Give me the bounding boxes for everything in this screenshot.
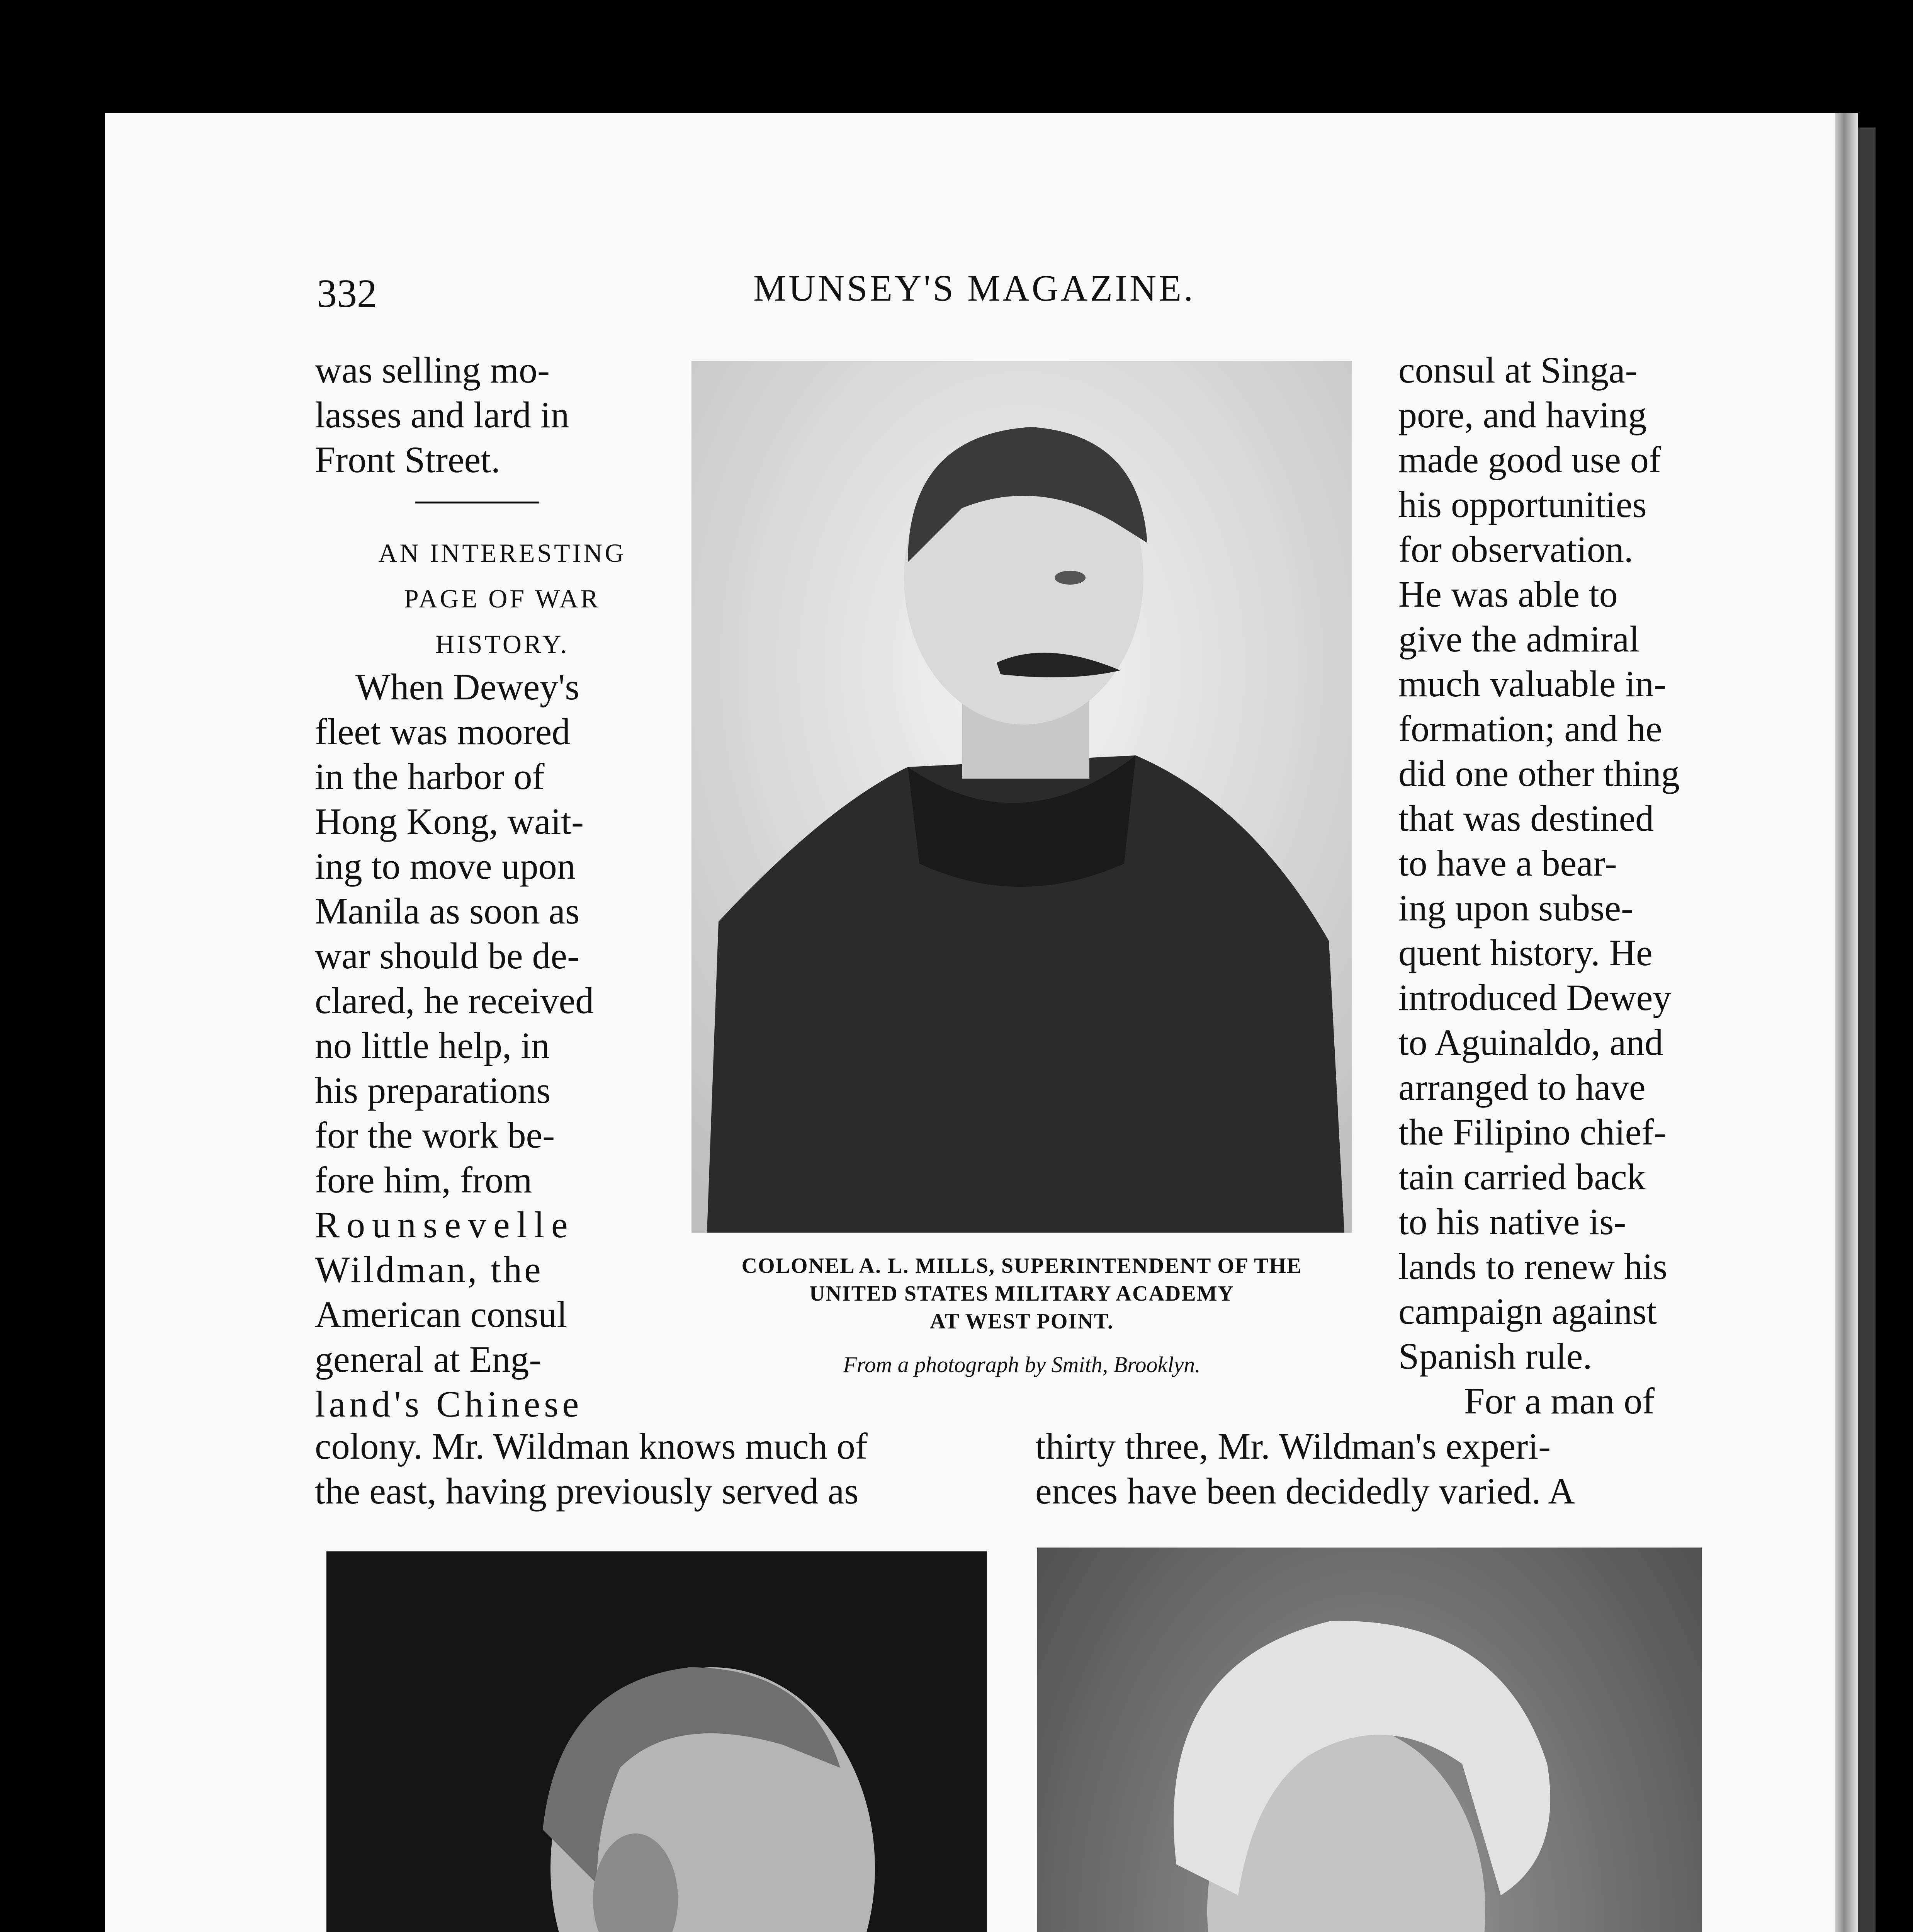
section-rule [415, 502, 539, 503]
subheading-line: AN INTERESTING [378, 538, 626, 568]
credit-mills: From a photograph by Smith, Brooklyn. [843, 1352, 1201, 1377]
text-line: fleet was moored [315, 711, 571, 752]
text-line: no little help, in [315, 1025, 550, 1066]
full-width-right [1035, 1424, 1713, 1514]
caption-line: AT WEST POINT. [930, 1310, 1114, 1333]
caption-mills [657, 1252, 1387, 1335]
photo-joseph-choate [326, 1551, 987, 1932]
text-line: Manila as soon as [315, 890, 580, 932]
left-column-body [315, 665, 635, 1427]
caption-line: UNITED STATES MILITARY ACADEMY [809, 1282, 1234, 1306]
text-line: thirty three, Mr. Wildman's experi- [1035, 1425, 1551, 1467]
left-column-top [315, 348, 634, 482]
text-line: consul at Singa- [1398, 349, 1638, 391]
text-line: arranged to have [1398, 1066, 1646, 1108]
text-line: did one other thing [1398, 753, 1680, 794]
text-line: For a man of [1464, 1380, 1655, 1422]
text-line: Spanish rule. [1398, 1335, 1592, 1377]
text-line: ing to move upon [315, 845, 576, 887]
text-line: give the admiral [1398, 618, 1639, 660]
text-line: colony. Mr. Wildman knows much of [315, 1425, 868, 1467]
text-line: When Dewey's [355, 666, 579, 707]
text-line: American consul [315, 1294, 567, 1335]
text-line: that was destined [1398, 798, 1654, 839]
book-spine [1835, 113, 1858, 1932]
text-line: lands to renew his [1398, 1246, 1667, 1287]
text-line: campaign against [1398, 1291, 1657, 1332]
text-line: for the work be- [315, 1114, 555, 1156]
text-line: to have a bear- [1398, 842, 1617, 884]
text-line: land's Chinese [315, 1383, 583, 1425]
text-line: Hong Kong, wait- [315, 801, 584, 842]
text-line: ing upon subse- [1398, 887, 1633, 929]
text-line: tain carried back [1398, 1156, 1646, 1197]
text-line: in the harbor of [315, 756, 545, 797]
text-line: formation; and he [1398, 708, 1662, 749]
photo-colonel-mills [691, 361, 1352, 1233]
portrait-image [326, 1551, 987, 1932]
right-column [1398, 348, 1713, 1423]
text-line: pore, and having [1398, 394, 1647, 435]
text-line: war should be de- [315, 935, 580, 976]
caption-line: COLONEL A. L. MILLS, SUPERINTENDENT OF THE [741, 1254, 1302, 1278]
subheading-line: PAGE OF WAR [404, 584, 601, 613]
text-line: fore him, from [315, 1159, 532, 1201]
text-line: quent history. He [1398, 932, 1653, 973]
text-line: to Aguinaldo, and [1398, 1022, 1663, 1063]
subheading [309, 530, 695, 667]
next-page-edge [1858, 128, 1876, 1932]
text-line: his preparations [315, 1070, 551, 1111]
text-line: general at Eng- [315, 1338, 542, 1380]
text-line: was selling mo- [315, 349, 550, 391]
subheading-line: HISTORY. [435, 629, 569, 659]
text-line: Wildman, the [315, 1249, 543, 1290]
page-number: 332 [317, 271, 377, 316]
portrait-image [1037, 1548, 1702, 1932]
text-line: much valuable in- [1398, 663, 1667, 704]
text-line: lasses and lard in [315, 394, 569, 435]
text-line: He was able to [1398, 573, 1618, 615]
text-line: the east, having previously served as [315, 1470, 859, 1512]
text-line: the Filipino chief- [1398, 1111, 1667, 1153]
text-line: clared, he received [315, 980, 594, 1021]
text-line: introduced Dewey [1398, 977, 1672, 1018]
text-line: to his native is- [1398, 1201, 1626, 1242]
text-line: Front Street. [315, 439, 500, 480]
running-header: MUNSEY'S MAGAZINE. [753, 267, 1195, 309]
text-line: Rounsevelle [315, 1204, 575, 1245]
text-line: for observation. [1398, 529, 1633, 570]
text-line: ences have been decidedly varied. A [1035, 1470, 1575, 1512]
portrait-image [691, 361, 1352, 1233]
text-line: his opportunities [1398, 484, 1647, 525]
full-width-left [315, 1424, 999, 1514]
photo-samuel-clemens [1037, 1548, 1702, 1932]
text-line: made good use of [1398, 439, 1661, 480]
